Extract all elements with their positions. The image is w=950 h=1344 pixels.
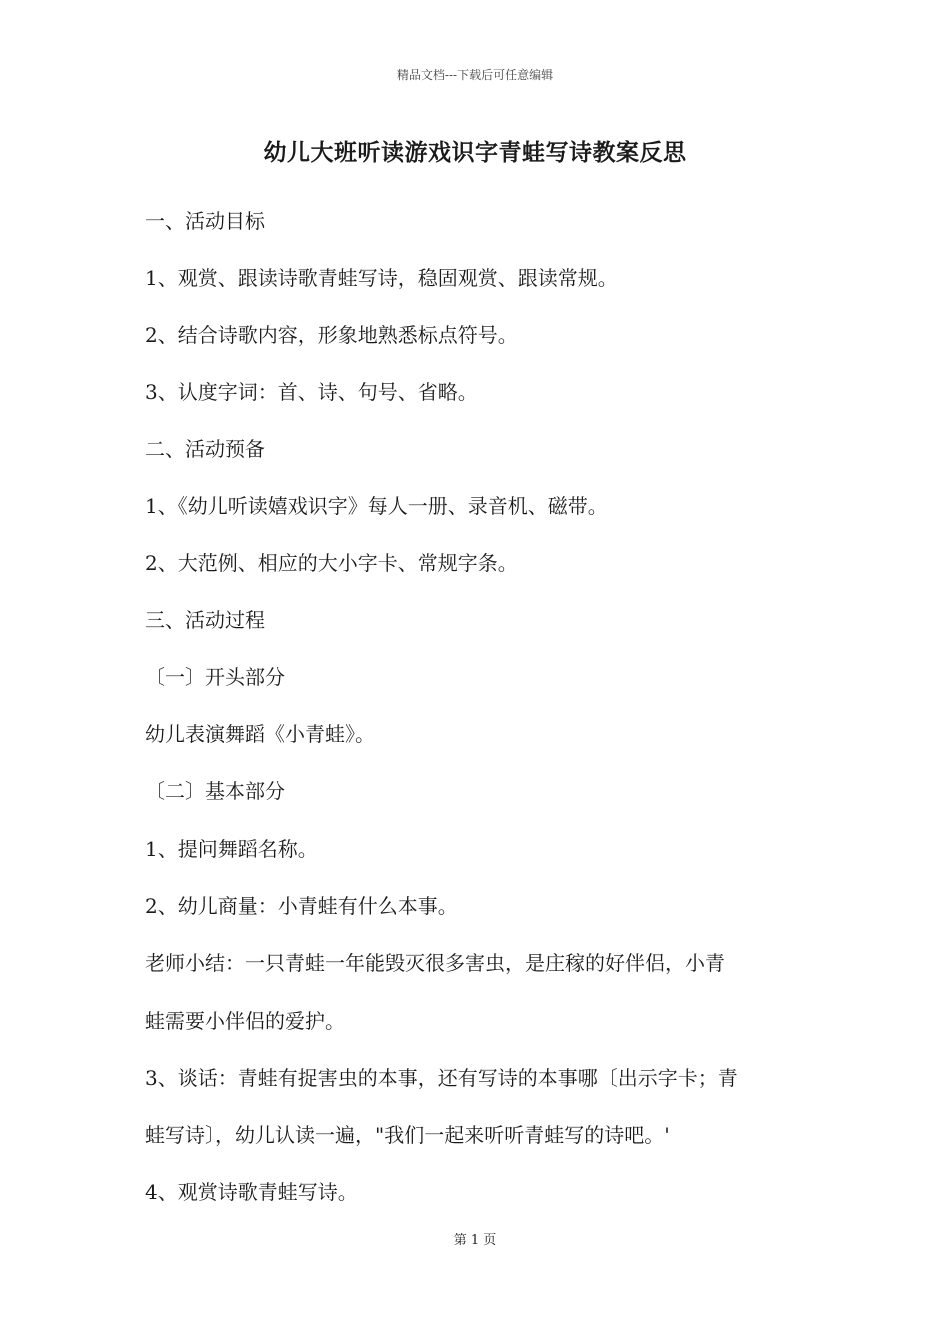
paragraph-line: 2、大范例、相应的大小字卡、常规字条。: [145, 551, 518, 575]
subsection-heading: 〔一〕开头部分: [145, 665, 285, 689]
page-header: 精品文档---下载后可任意编辑: [396, 68, 554, 82]
paragraph-line: 2、幼儿商量：小青蛙有什么本事。: [145, 894, 458, 918]
paragraph-line: 1、《幼儿听读嬉戏识字》每人一册、录音机、磁带。: [145, 494, 608, 518]
paragraph-line: 老师小结：一只青蛙一年能毁灭很多害虫，是庄稼的好伴侣，小青: [145, 951, 725, 975]
paragraph-line: 1、观赏、跟读诗歌青蛙写诗，稳固观赏、跟读常规。: [145, 266, 618, 290]
paragraph-line: 蛙需要小伴侣的爱护。: [145, 1009, 345, 1033]
section-heading-goals: 一、活动目标: [145, 209, 265, 233]
section-heading-process: 三、活动过程: [145, 608, 265, 632]
paragraph-line: 4、观赏诗歌青蛙写诗。: [145, 1180, 358, 1204]
paragraph-line: 2、结合诗歌内容，形象地熟悉标点符号。: [145, 323, 518, 347]
paragraph-line: 蛙写诗〕，幼儿认读一遍，"我们一起来听听青蛙写的诗吧。': [145, 1123, 670, 1147]
section-heading-prep: 二、活动预备: [145, 437, 265, 461]
subsection-heading: 〔二〕基本部分: [145, 779, 285, 803]
document-title: 幼儿大班听读游戏识字青蛙写诗教案反思: [263, 139, 687, 166]
paragraph-line: 幼儿表演舞蹈《小青蛙》。: [145, 722, 375, 746]
paragraph-line: 3、认度字词：首、诗、句号、省略。: [145, 380, 478, 404]
paragraph-line: 3、谈话：青蛙有捉害虫的本事，还有写诗的本事哪〔出示字卡；青: [145, 1066, 738, 1090]
paragraph-line: 1、提问舞蹈名称。: [145, 837, 318, 861]
page-number: 第 1 页: [453, 1233, 497, 1248]
